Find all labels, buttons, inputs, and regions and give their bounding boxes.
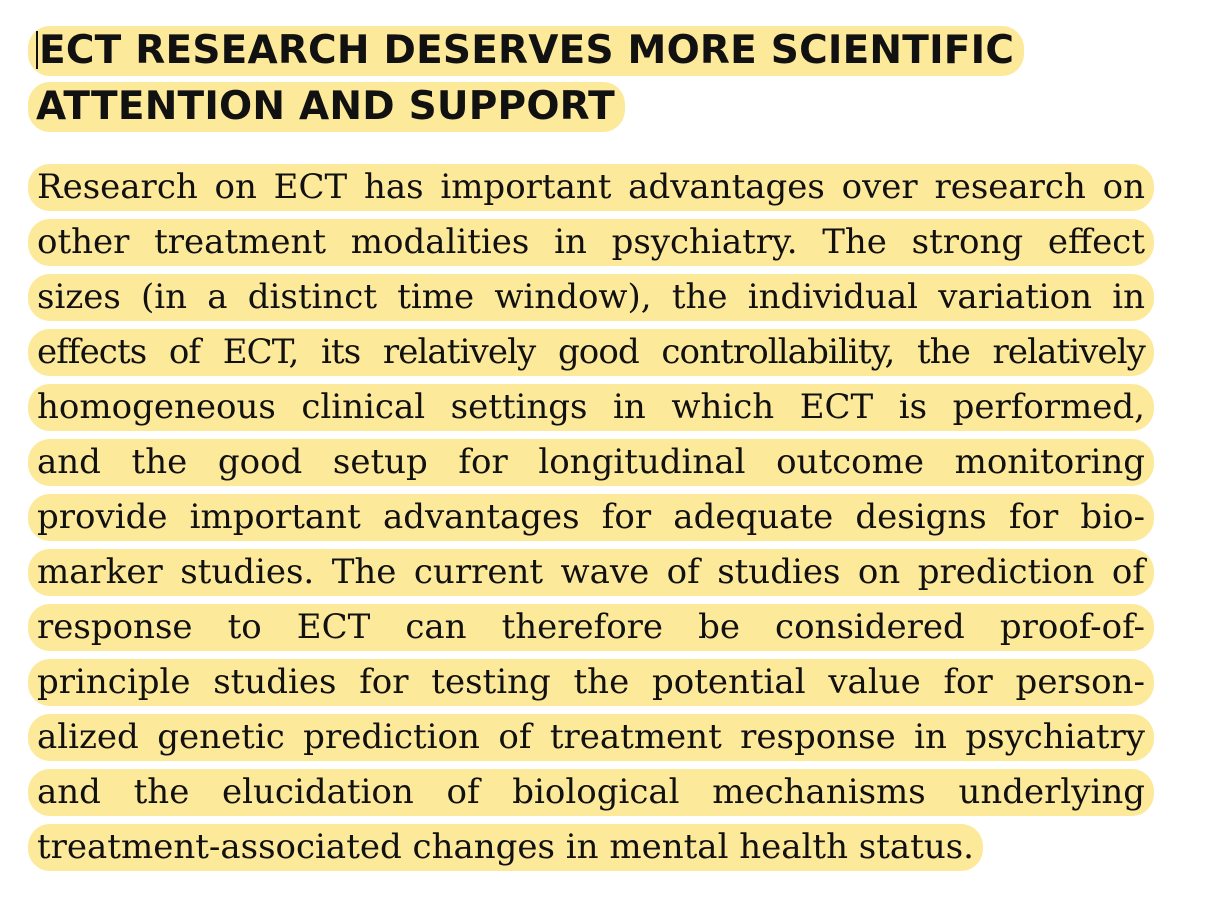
paragraph-line-text[interactable]: other treatment modalities in psychiatry. The strong effect	[28, 219, 1154, 266]
paragraph-line-text[interactable]: marker studies. The current wave of studies on prediction of	[28, 549, 1154, 596]
paragraph-line-text[interactable]: alized genetic prediction of treatment response in psychiatry	[28, 714, 1154, 761]
paragraph-line-text[interactable]: provide important advantages for adequate designs for bio-	[28, 494, 1154, 541]
paragraph-line	[28, 714, 1154, 761]
heading-text-2[interactable]: ATTENTION AND SUPPORT	[28, 82, 625, 132]
paragraph-line	[28, 329, 1154, 376]
paragraph-line-text[interactable]: response to ECT can therefore be considered proof-of-	[28, 604, 1154, 651]
paragraph-line	[28, 769, 1154, 816]
heading-text-1[interactable]: ECT RESEARCH DESERVES MORE SCIENTIFIC	[39, 28, 1015, 73]
paragraph-line-text[interactable]: effects of ECT, its relatively good controllability, the relatively	[28, 329, 1154, 376]
paragraph-line-text[interactable]: and the good setup for longitudinal outcome monitoring	[28, 439, 1154, 486]
paragraph-line-text[interactable]: treatment-associated changes in mental health status.	[28, 824, 983, 871]
paragraph-line-text[interactable]: sizes (in a distinct time window), the individual variation in	[28, 274, 1154, 321]
heading-line-1	[28, 26, 1024, 76]
paragraph-line	[28, 439, 1154, 486]
paragraph-line	[28, 549, 1154, 596]
paragraph-line	[28, 494, 1154, 541]
paragraph-line	[28, 659, 1154, 706]
paragraph-line	[28, 164, 1154, 211]
paragraph-line-text[interactable]: Research on ECT has important advantages over research on	[28, 164, 1154, 211]
paragraph-line-text[interactable]: and the elucidation of biological mechanisms underlying	[28, 769, 1154, 816]
paragraph-line-last	[28, 824, 983, 871]
paragraph-line-text[interactable]: principle studies for testing the potential value for person-	[28, 659, 1154, 706]
heading-line-2	[28, 82, 625, 132]
paragraph-line	[28, 604, 1154, 651]
paragraph-line	[28, 219, 1154, 266]
paragraph-line-text[interactable]: homogeneous clinical settings in which ECT is performed,	[28, 384, 1154, 431]
paragraph-line	[28, 384, 1154, 431]
paragraph-line	[28, 274, 1154, 321]
text-cursor	[36, 31, 38, 69]
